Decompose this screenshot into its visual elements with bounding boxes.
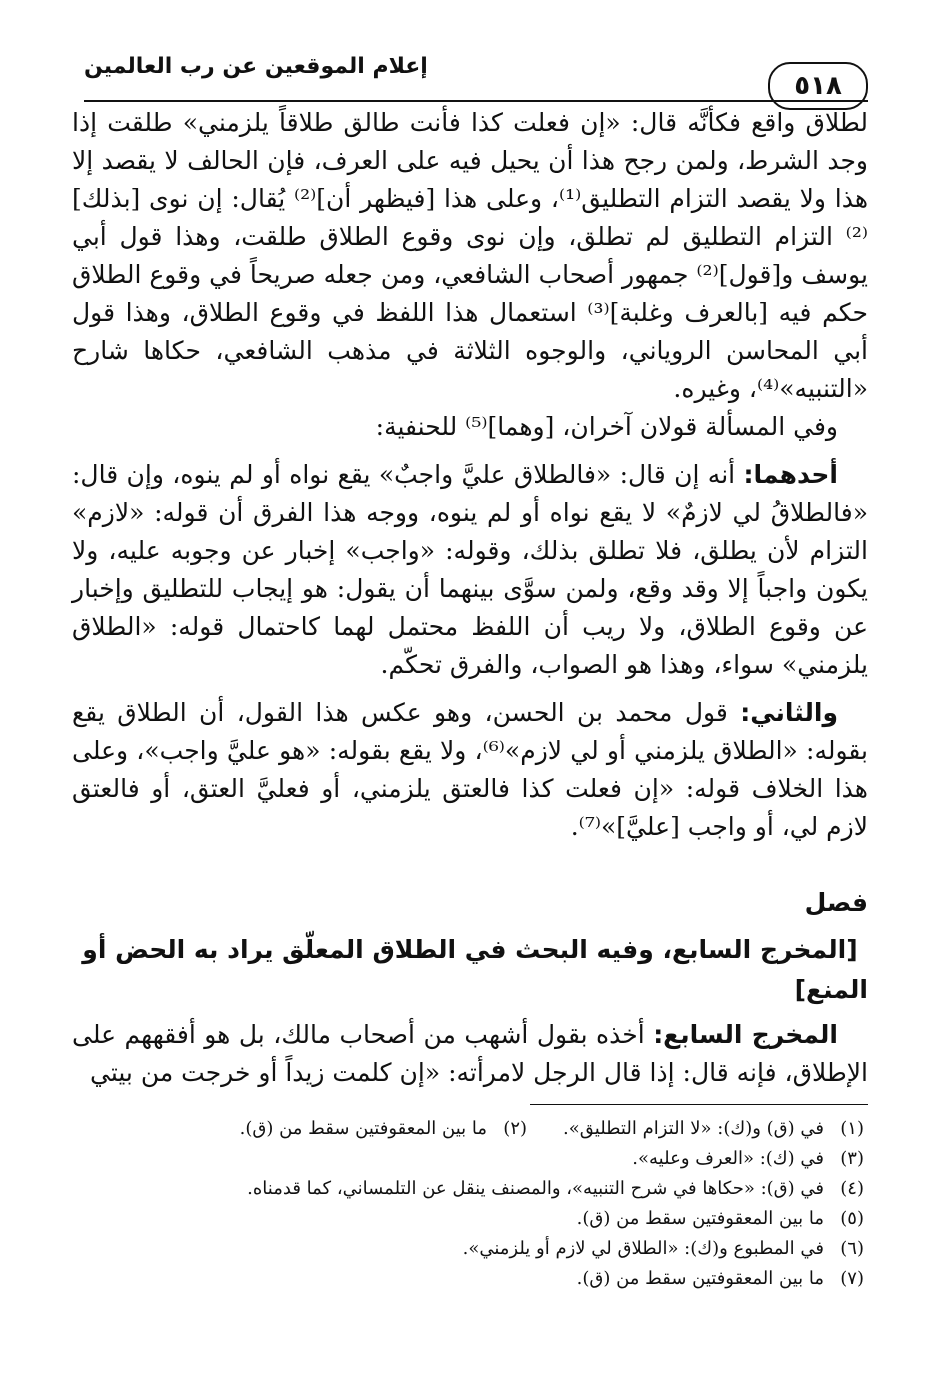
footnote-item bbox=[577, 1264, 864, 1294]
footnote-number: (١) bbox=[840, 1118, 864, 1139]
footnote-row bbox=[72, 1174, 864, 1204]
paragraph-5-lead: المخرج السابع: bbox=[653, 1020, 838, 1049]
footnote-text: ما بين المعقوفتين سقط من (ق). bbox=[239, 1118, 488, 1139]
footnote-number: (٧) bbox=[840, 1268, 864, 1289]
footnote-number: (٢) bbox=[503, 1118, 528, 1139]
footnote-text: في (ق) و(ك): «لا التزام التطليق». bbox=[563, 1118, 824, 1139]
footnote-row bbox=[72, 1234, 864, 1264]
paragraph-4-text: قول محمد بن الحسن، وهو عكس هذا القول، أن الطلاق يقع بقوله: «الطلاق يلزمني أو لي لازم»⁽⁶⁾، ولا يقع بقوله: «هو عليَّ واجب»، وعلى هذا الخلاف قوله: «إن فعلت كذا فالعتق يلزمني، أو فعليَّ العتق، أو فالعتق لازم لي، أو واجب [عليَّ]»⁽⁷⁾. bbox=[72, 698, 868, 841]
footnote-number: (٤) bbox=[840, 1178, 864, 1199]
paragraph-4 bbox=[72, 694, 868, 846]
paragraph-5-text: أخذه بقول أشهب من أصحاب مالك، بل هو أفقههم على الإطلاق، فإنه قال: إذا قال الرجل لامرأته: «إن كلمت زيداً أو خرجت من بيتي bbox=[72, 1020, 868, 1087]
footnote-number: (٣) bbox=[840, 1148, 864, 1169]
paragraph-4-lead: والثاني: bbox=[740, 698, 838, 727]
footnote-item bbox=[463, 1234, 864, 1264]
footnote-number: (٦) bbox=[840, 1238, 864, 1259]
footnote-text: في المطبوع و(ك): «الطلاق لي لازم أو يلزمني». bbox=[462, 1238, 824, 1259]
page-number: ٥١٨ bbox=[768, 62, 868, 110]
footnote-row bbox=[72, 1264, 864, 1294]
footnote-item bbox=[240, 1114, 527, 1144]
footnote-rule bbox=[530, 1104, 868, 1105]
footnote-item bbox=[632, 1144, 864, 1174]
section-subheading: [المخرج السابع، وفيه البحث في الطلاق المعلّق يراد به الحض أو المنع] bbox=[82, 935, 868, 1004]
paragraph-3 bbox=[72, 456, 868, 684]
footnote-item bbox=[563, 1114, 864, 1144]
running-title: إعلام الموقعين عن رب العالمين bbox=[84, 54, 428, 79]
header-rule bbox=[84, 100, 868, 102]
footnote-item bbox=[577, 1204, 864, 1234]
footnote-text: ما بين المعقوفتين سقط من (ق). bbox=[576, 1268, 824, 1289]
footnote-row bbox=[72, 1144, 864, 1174]
footnote-row bbox=[72, 1114, 864, 1144]
paragraph-5 bbox=[72, 1016, 868, 1092]
main-text bbox=[72, 104, 868, 1092]
paragraph-2: وفي المسألة قولان آخران، [وهما]⁽⁵⁾ للحنفية: bbox=[375, 412, 838, 441]
footnotes bbox=[72, 1114, 864, 1294]
paragraph-3-text: أنه إن قال: «فالطلاق عليَّ واجبٌ» يقع نواه أو لم ينوه، وإن قال: «فالطلاقُ لي لازمٌ» لا يقع نواه أو لم ينوه، ووجه هذا الفرق أن قوله: «لازم» التزام لأن يطلق، فلا تطلق بذلك، وقوله: «واجب» إخبار عن وجوبه عليه، ولا يكون واجباً إلا وقد وقع، ولمن سوَّى بينهما أن يقول: هو إيجاب للتطليق وإخبار عن وقوع الطلاق، ولا ريب أن اللفظ محتمل لهما كاحتمال قوله: «الطلاق يلزمني» سواء، وهذا هو الصواب، والفرق تحكّم. bbox=[72, 460, 868, 679]
footnote-number: (٥) bbox=[840, 1208, 864, 1229]
section-heading: فصل bbox=[804, 888, 868, 917]
footnote-text: في (ك): «العرف وعليه». bbox=[632, 1148, 824, 1169]
paragraph-1: لطلاق واقع فكأنَّه قال: «إن فعلت كذا فأنت طالق طلاقاً يلزمني» طلقت إذا وجد الشرط، ولمن رجح هذا أن يحيل فيه على العرف، فإن الحالف لا يقصد إلا هذا ولا يقصد التزام التطليق⁽¹⁾، وعلى هذا [فيظهر أن]⁽²⁾ يُقال: إن نوى [بذلك]⁽²⁾ التزام التطليق لم تطلق، وإن نوى وقوع الطلاق طلقت، وهذا قول أبي يوسف و[قول]⁽²⁾ جمهور أصحاب الشافعي، ومن جعله صريحاً في وقوع الطلاق حكم فيه [بالعرف وغلبة]⁽³⁾ استعمال هذا اللفظ في وقوع الطلاق، وهذا قول أبي المحاسن الروياني، والوجوه الثلاثة في مذهب الشافعي، حكاها شارح «التنبيه»⁽⁴⁾، وغيره. bbox=[72, 108, 869, 403]
page-header bbox=[84, 40, 868, 100]
footnote-row bbox=[72, 1204, 864, 1234]
footnote-item bbox=[247, 1174, 864, 1204]
paragraph-3-lead: أحدهما: bbox=[743, 460, 838, 489]
footnote-text: في (ق): «حكاها في شرح التنبيه»، والمصنف ينقل عن التلمساني، كما قدمناه. bbox=[247, 1178, 824, 1199]
footnote-text: ما بين المعقوفتين سقط من (ق). bbox=[576, 1208, 824, 1229]
